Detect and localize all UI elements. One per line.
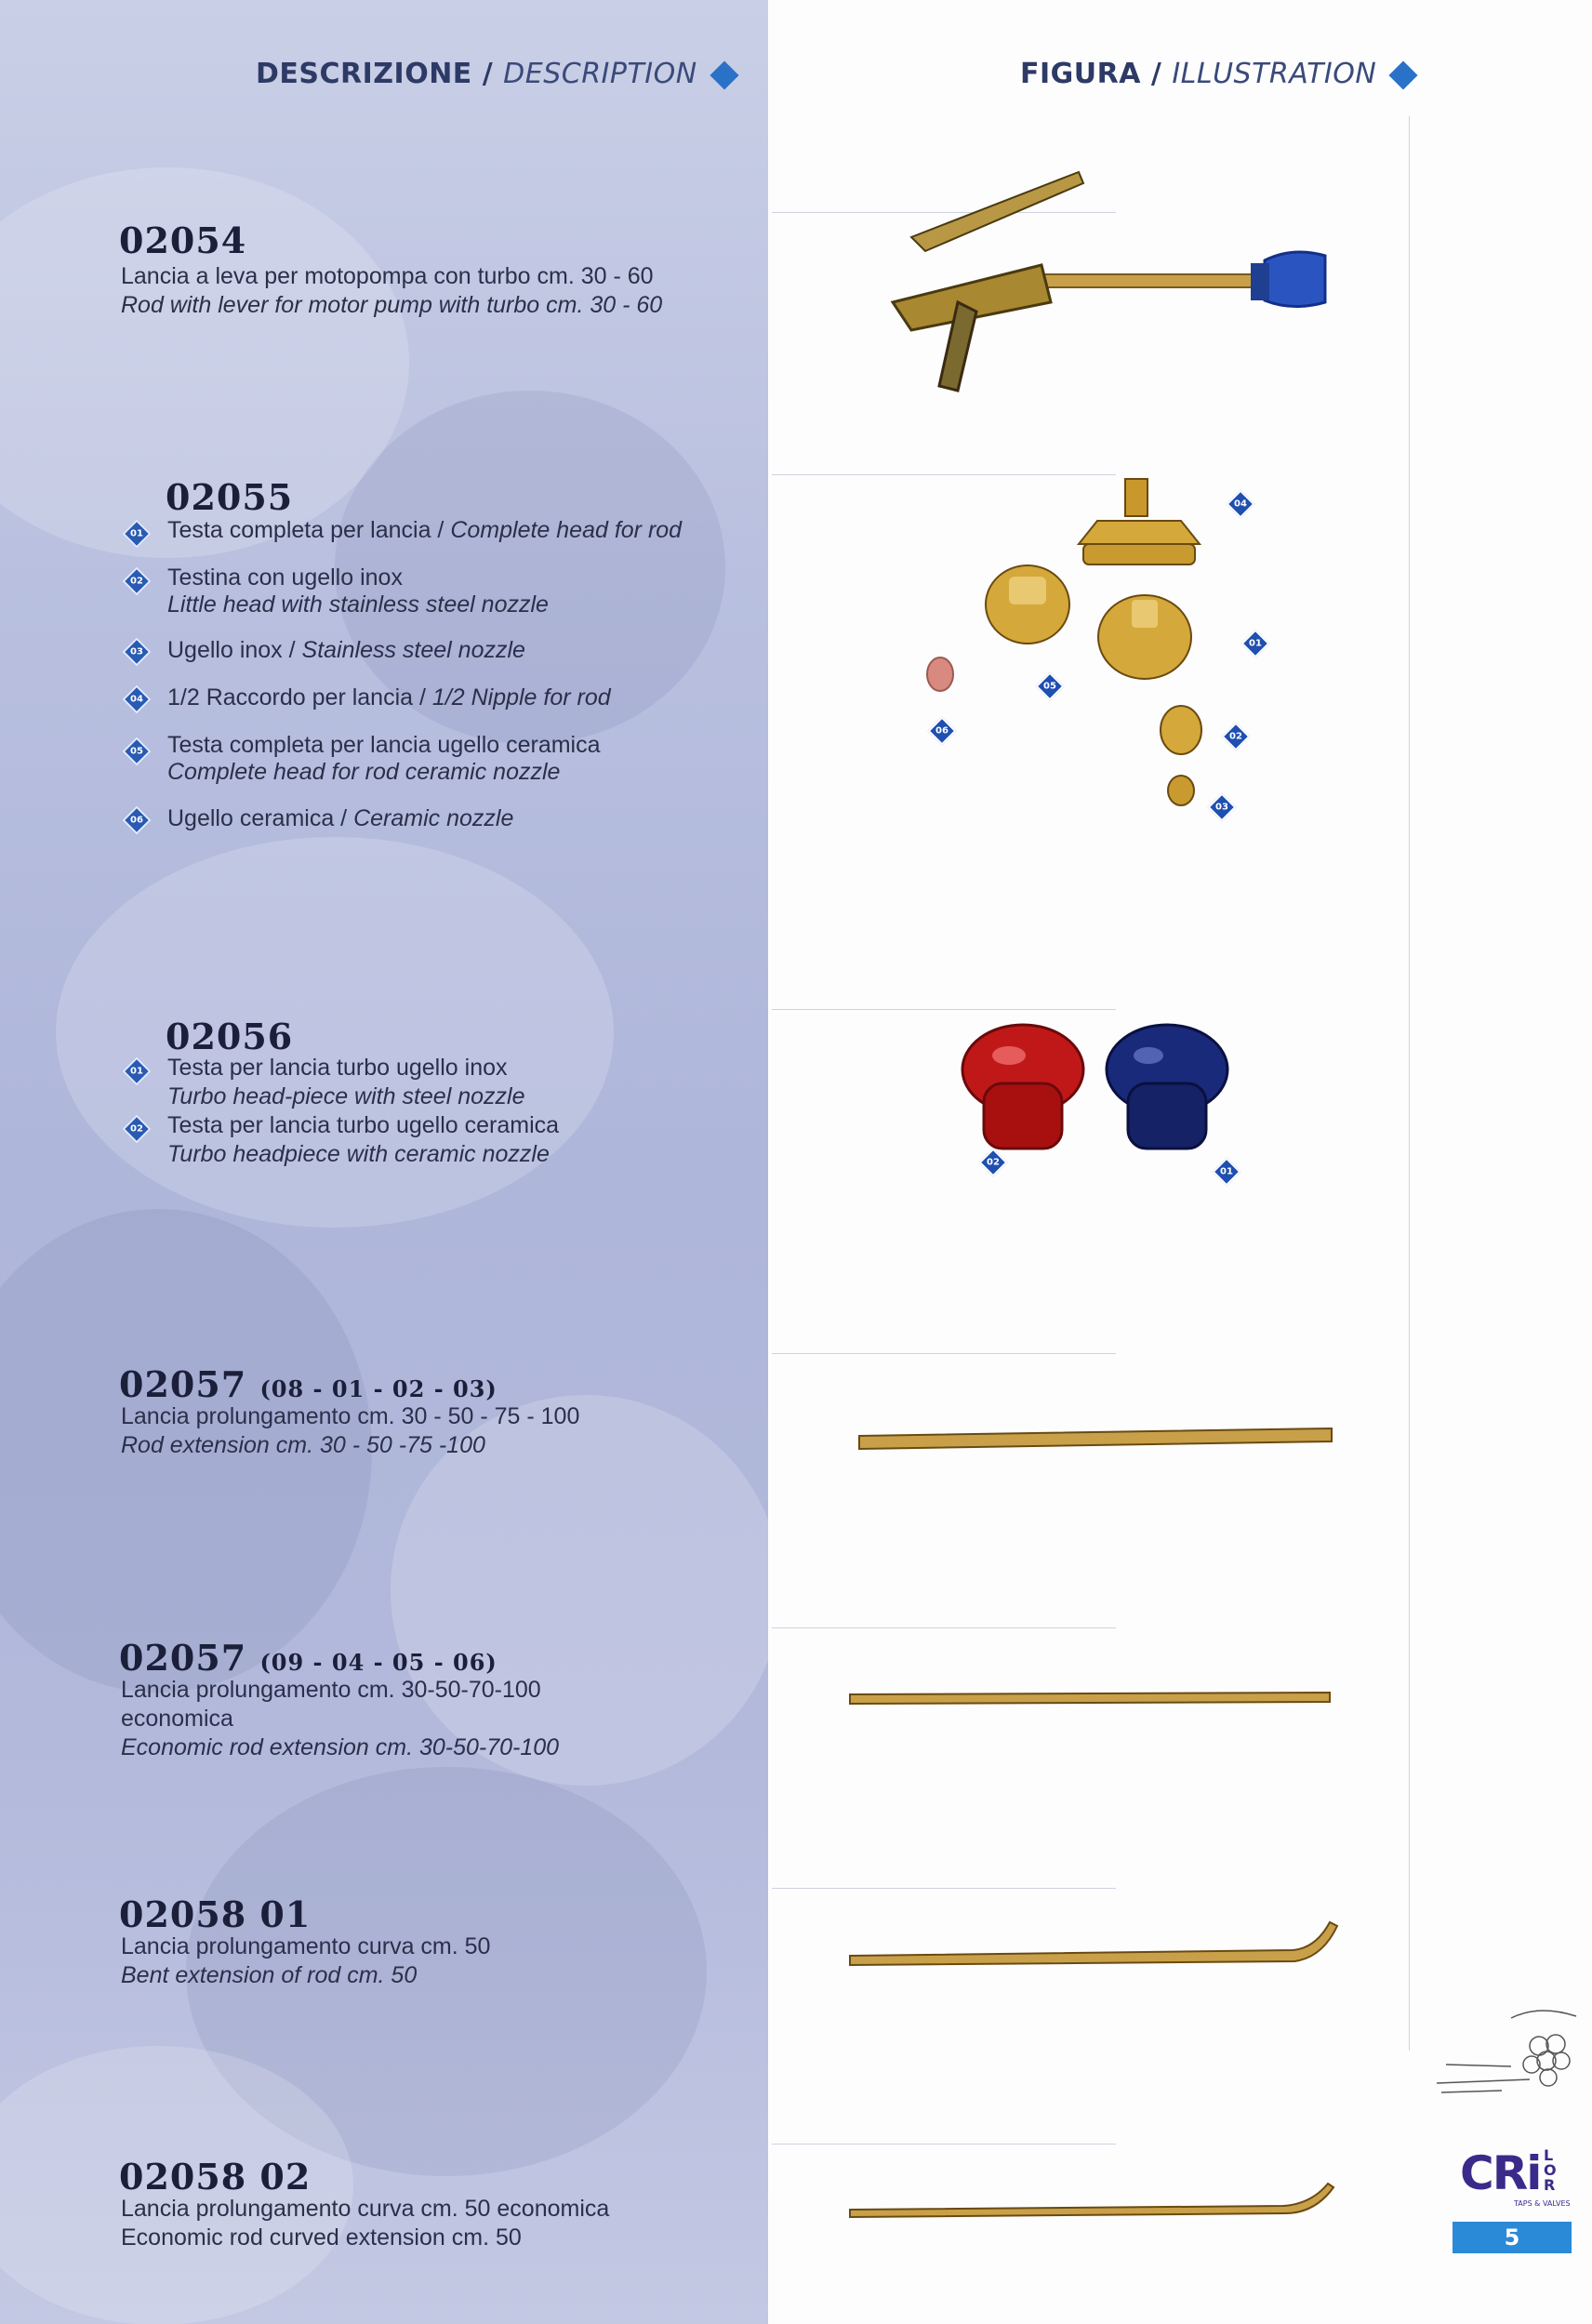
- part-tag: 02: [978, 1148, 1007, 1176]
- illustration-header: FIGURA / ILLUSTRATION: [1020, 58, 1413, 90]
- economic-bent-rod-illustration: [846, 2174, 1339, 2221]
- nozzle-parts-illustration: [916, 470, 1269, 828]
- item-description: Testa per lancia turbo ugello inox: [167, 1055, 508, 1081]
- item-number-badge: 02: [122, 566, 151, 595]
- description-italian: Lancia prolungamento cm. 30 - 50 - 75 - 100: [121, 1403, 580, 1429]
- product-code: 02058 02: [119, 2156, 312, 2198]
- item-description: Ugello ceramica / Ceramic nozzle: [167, 805, 514, 831]
- item-number-badge: 04: [122, 684, 151, 713]
- description-italian: Lancia prolungamento cm. 30-50-70-100: [121, 1677, 541, 1703]
- separator: [772, 1627, 1116, 1628]
- item-number-badge: 05: [122, 737, 151, 765]
- item-number-badge: 01: [122, 519, 151, 548]
- product-code: 02058 01: [119, 1893, 312, 1935]
- item-description: Testina con ugello inox: [167, 564, 403, 591]
- brand-logo: CRi: [1460, 2146, 1541, 2200]
- part-tag: 02: [1221, 722, 1250, 750]
- description-english: Economic rod curved extension cm. 50: [121, 2224, 522, 2251]
- part-tag: 03: [1207, 792, 1236, 821]
- product-code: 02057 (09 - 04 - 05 - 06): [119, 1637, 498, 1679]
- separator: [772, 1353, 1116, 1354]
- economic-rod-illustration: [846, 1685, 1339, 1713]
- column-border: [1409, 116, 1410, 2051]
- product-code: 02054: [119, 219, 247, 261]
- description-english: Bent extension of rod cm. 50: [121, 1962, 418, 1988]
- item-number-badge: 02: [122, 1114, 151, 1143]
- part-tag: 01: [1212, 1157, 1240, 1186]
- product-code: 02057 (08 - 01 - 02 - 03): [119, 1363, 498, 1405]
- diamond-icon: [1389, 60, 1418, 89]
- item-number-badge: 03: [122, 637, 151, 666]
- description-english: Rod with lever for motor pump with turbo cm. 30 - 60: [121, 292, 663, 318]
- diamond-icon: [710, 60, 738, 89]
- item-description: Testa per lancia turbo ugello ceramica: [167, 1112, 560, 1138]
- description-italian: economica: [121, 1706, 233, 1732]
- description-english: Rod extension cm. 30 - 50 -75 -100: [121, 1432, 485, 1458]
- description-header: DESCRIZIONE / DESCRIPTION: [256, 58, 735, 90]
- bent-rod-illustration: [846, 1911, 1339, 1967]
- item-description-english: Complete head for rod ceramic nozzle: [167, 759, 561, 785]
- part-tag: 01: [1240, 629, 1269, 657]
- separator: [772, 1888, 1116, 1889]
- item-description-english: Little head with stainless steel nozzle: [167, 591, 549, 618]
- brand-logo-side-text: LOR: [1544, 2146, 1557, 2194]
- page-number: 5: [1453, 2222, 1572, 2253]
- product-code: 02055: [166, 476, 294, 518]
- item-description-english: Turbo head-piece with steel nozzle: [167, 1083, 525, 1109]
- item-number-badge: 01: [122, 1056, 151, 1085]
- item-description: Testa completa per lancia / Complete head for rod: [167, 517, 683, 543]
- description-italian: Lancia prolungamento curva cm. 50: [121, 1933, 491, 1959]
- turbo-heads-illustration: [958, 1018, 1255, 1176]
- description-italian: Lancia prolungamento curva cm. 50 economica: [121, 2196, 610, 2222]
- brand-tagline: TAPS & VALVES: [1514, 2199, 1571, 2208]
- item-description: Testa completa per lancia ugello ceramica: [167, 732, 601, 758]
- part-tag: 04: [1226, 489, 1254, 518]
- part-tag: 05: [1035, 671, 1064, 700]
- product-code: 02056: [166, 1016, 294, 1057]
- separator: [772, 1009, 1116, 1010]
- item-number-badge: 06: [122, 805, 151, 834]
- separator: [772, 2144, 1116, 2145]
- description-italian: Lancia a leva per motopompa con turbo cm. 30 - 60: [121, 263, 654, 289]
- grape-sprayer-sketch: [1427, 1999, 1592, 2120]
- item-description: 1/2 Raccordo per lancia / 1/2 Nipple for rod: [167, 684, 611, 710]
- lever-rod-illustration: [856, 163, 1339, 405]
- rod-extension-illustration: [856, 1423, 1339, 1460]
- item-description: Ugello inox / Stainless steel nozzle: [167, 637, 525, 663]
- description-english: Economic rod extension cm. 30-50-70-100: [121, 1734, 560, 1760]
- part-tag: 06: [927, 716, 956, 745]
- item-description-english: Turbo headpiece with ceramic nozzle: [167, 1141, 550, 1167]
